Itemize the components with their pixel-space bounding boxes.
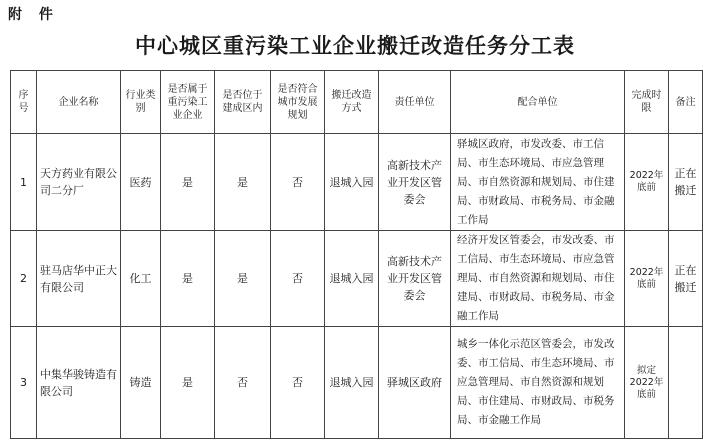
cooperating-units: 经济开发区管委会，市发改委、市工信局、市生态环境局、市应急管理局、市自然资源和规划局、市住建局、市财政局、市税务局、市金融工作局: [451, 231, 625, 327]
table-row: [11, 134, 703, 231]
header-remark: 备注: [669, 71, 703, 134]
row-number: 1: [11, 134, 37, 231]
header-method: 搬迁改造方式: [325, 71, 379, 134]
remark: 正在搬迁: [669, 134, 703, 231]
industry: 铸造: [121, 327, 161, 439]
company-name: 天方药业有限公司二分厂: [37, 134, 121, 231]
attachment-label: 附 件: [8, 7, 59, 23]
row-number: 3: [11, 327, 37, 439]
deadline: 2022年底前: [625, 134, 669, 231]
relocation-method: 退城入园: [325, 134, 379, 231]
responsible-unit: 高新技术产业开发区管委会: [379, 231, 451, 327]
fits-plan: 否: [271, 327, 325, 439]
header-responsible: 责任单位: [379, 71, 451, 134]
company-name: 中集华骏铸造有限公司: [37, 327, 121, 439]
table-row: [11, 327, 703, 439]
in-built-area: 是: [215, 231, 271, 327]
responsible-unit: 高新技术产业开发区管委会: [379, 134, 451, 231]
fits-plan: 否: [271, 134, 325, 231]
header-heavy-pollution: 是否属于重污染工业企业: [161, 71, 215, 134]
document-title: 中心城区重污染工业企业搬迁改造任务分工表: [135, 34, 575, 58]
deadline: 2022年底前: [625, 231, 669, 327]
fits-plan: 否: [271, 231, 325, 327]
in-built-area: 是: [215, 134, 271, 231]
remark: 正在搬迁: [669, 231, 703, 327]
heavy-pollution: 是: [161, 327, 215, 439]
header-no: 序号: [11, 71, 37, 134]
header-industry: 行业类别: [121, 71, 161, 134]
responsible-unit: 驿城区政府: [379, 327, 451, 439]
cooperating-units: 城乡一体化示范区管委会，市发改委、市工信局、市生态环境局、市应急管理局、市自然资源和规划局、市住建局、市财政局、市税务局、市金融工作局: [451, 327, 625, 439]
company-name: 驻马店华中正大有限公司: [37, 231, 121, 327]
header-name: 企业名称: [37, 71, 121, 134]
relocation-method: 退城入园: [325, 327, 379, 439]
table-row: [11, 231, 703, 327]
deadline: 拟定2022年底前: [625, 327, 669, 439]
header-fits-plan: 是否符合城市发展规划: [271, 71, 325, 134]
remark: [669, 327, 703, 439]
heavy-pollution: 是: [161, 134, 215, 231]
header-deadline: 完成时限: [625, 71, 669, 134]
header-row: [11, 71, 703, 134]
in-built-area: 否: [215, 327, 271, 439]
cooperating-units: 驿城区政府，市发改委、市工信局、市生态环境局、市应急管理局、市自然资源和规划局、市住建局、市财政局、市税务局、市金融工作局: [451, 134, 625, 231]
task-table: [10, 70, 703, 439]
heavy-pollution: 是: [161, 231, 215, 327]
industry: 医药: [121, 134, 161, 231]
row-number: 2: [11, 231, 37, 327]
relocation-method: 退城入园: [325, 231, 379, 327]
header-cooperating: 配合单位: [451, 71, 625, 134]
header-in-built-area: 是否位于建成区内: [215, 71, 271, 134]
industry: 化工: [121, 231, 161, 327]
